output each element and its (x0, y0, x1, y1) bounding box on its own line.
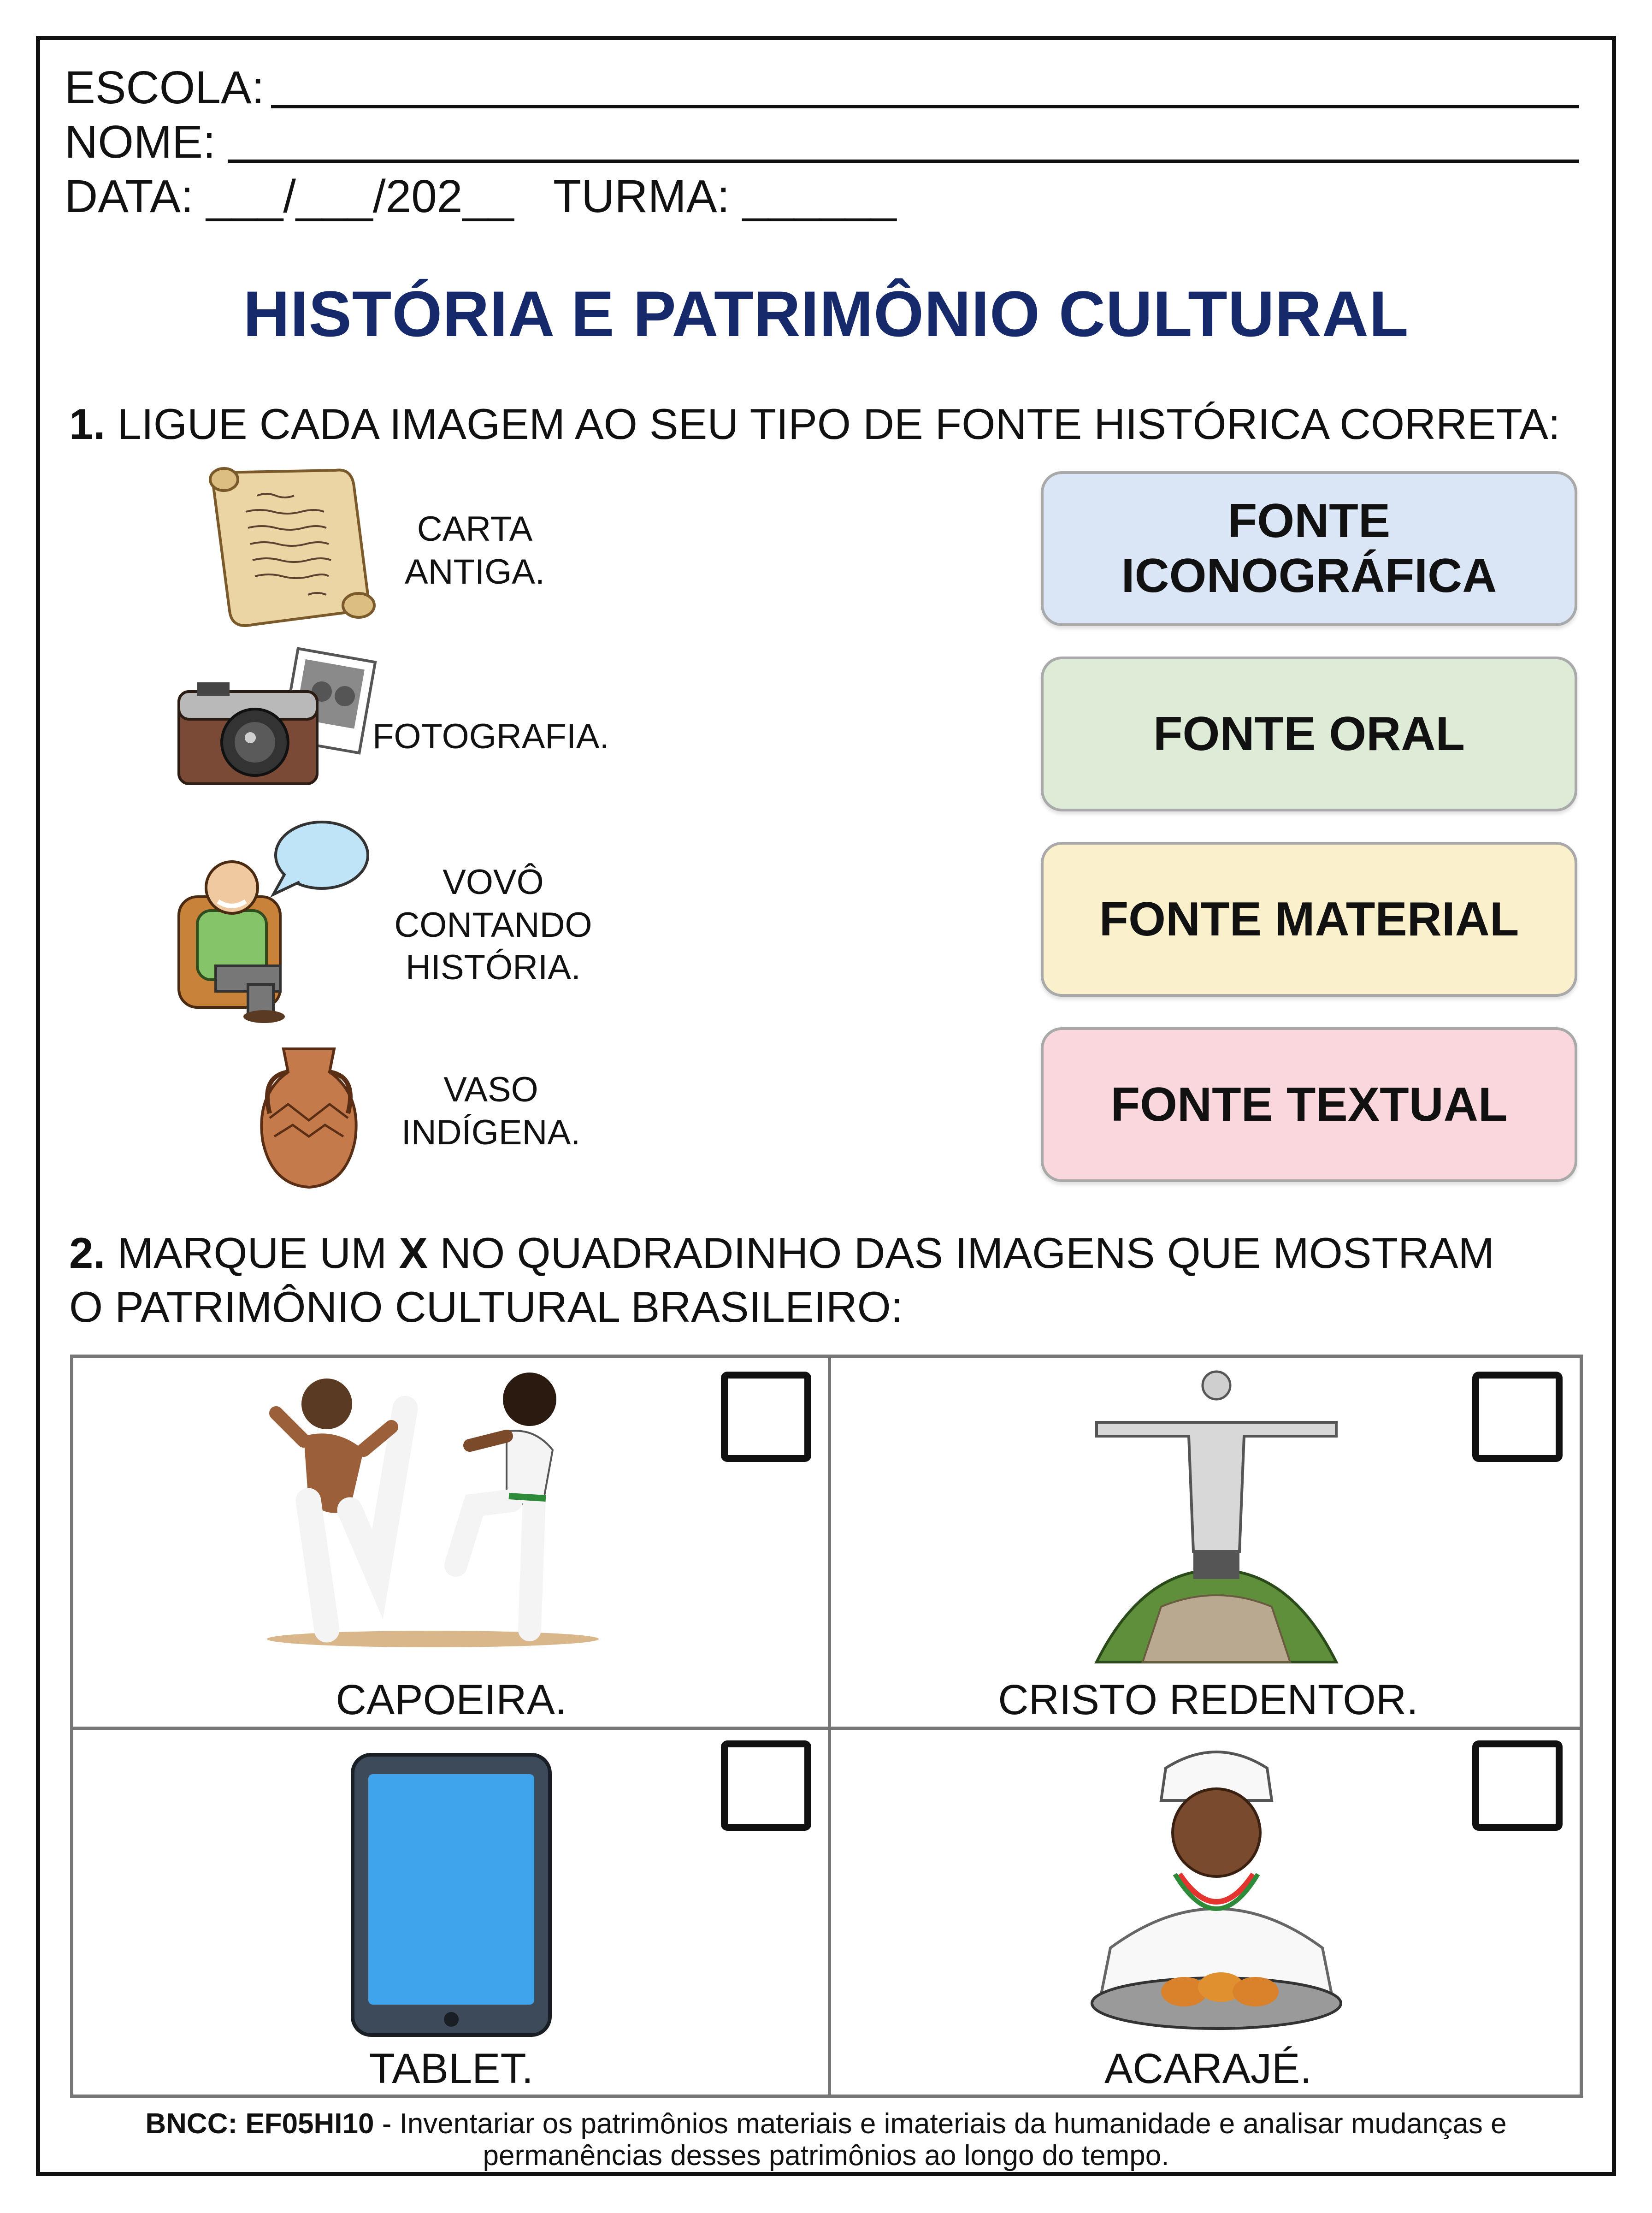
turma-field[interactable]: TURMA: ______ (553, 171, 897, 222)
bncc-footer (0, 2108, 1652, 2172)
grandpa-storytelling-icon (170, 818, 386, 1021)
escola-label: ESCOLA: (65, 62, 265, 113)
item-label-fotografia: FOTOGRAFIA. (372, 717, 609, 756)
data-field[interactable]: DATA: ___/___/202__ (65, 171, 514, 222)
nome-label: NOME: (65, 116, 216, 168)
old-letter-scroll-icon (202, 459, 386, 639)
capoeira-icon (258, 1372, 608, 1648)
indigenous-vase-icon (251, 1040, 366, 1192)
tablet-checkbox[interactable] (721, 1740, 811, 1831)
grid-divider (828, 1358, 831, 2095)
bncc-description: - Inventariar os patrimônios materiais e imateriais da humanidade e analisar mudanças e (374, 2108, 1507, 2140)
baiana-acaraje-icon (1074, 1736, 1359, 2049)
cell-label-tablet: TABLET. (369, 2045, 534, 2092)
grid-divider (73, 1727, 1580, 1730)
question-2 (69, 1226, 1494, 1334)
acaraje-checkbox[interactable] (1472, 1740, 1563, 1831)
option-fonte-oral[interactable]: FONTE ORAL (1041, 657, 1577, 811)
item-label-vovo: VOVÔ CONTANDO HISTÓRIA. (394, 863, 592, 988)
option-fonte-iconografica[interactable]: FONTE ICONOGRÁFICA (1041, 471, 1577, 626)
item-label-carta: CARTA ANTIGA. (404, 509, 545, 592)
camera-photo-icon (170, 650, 382, 793)
bncc-description-line2: permanências desses patrimônios ao longo do tempo. (483, 2140, 1169, 2172)
question-2-text-line2: O PATRIMÔNIO CULTURAL BRASILEIRO: (69, 1282, 903, 1331)
x-mark: X (399, 1229, 428, 1277)
question-1-text: LIGUE CADA IMAGEM AO SEU TIPO DE FONTE HISTÓRICA CORRETA: (117, 400, 1560, 448)
escola-input-line[interactable] (271, 105, 1579, 108)
bncc-code: BNCC: EF05HI10 (145, 2108, 374, 2140)
question-2-number: 2. (69, 1229, 106, 1277)
cell-label-cristo: CRISTO REDENTOR. (998, 1676, 1418, 1723)
cristo-redentor-icon (1078, 1367, 1355, 1662)
cell-label-capoeira: CAPOEIRA. (336, 1676, 567, 1723)
question-2-text-b: NO QUADRADINHO DAS IMAGENS QUE MOSTRAM (440, 1229, 1494, 1277)
cristo-checkbox[interactable] (1472, 1372, 1563, 1462)
option-fonte-material[interactable]: FONTE MATERIAL (1041, 842, 1577, 997)
tablet-icon (350, 1752, 553, 2038)
option-fonte-textual[interactable]: FONTE TEXTUAL (1041, 1027, 1577, 1182)
item-label-vaso: VASO INDÍGENA. (401, 1070, 581, 1152)
question-2-text-a: MARQUE UM (117, 1229, 387, 1277)
heritage-grid (70, 1355, 1583, 2098)
capoeira-checkbox[interactable] (721, 1372, 811, 1462)
nome-input-line[interactable] (228, 160, 1579, 163)
cell-label-acaraje: ACARAJÉ. (1104, 2045, 1312, 2092)
worksheet-title: HISTÓRIA E PATRIMÔNIO CULTURAL (243, 278, 1409, 350)
question-1 (69, 397, 1560, 451)
question-1-number: 1. (69, 400, 106, 448)
